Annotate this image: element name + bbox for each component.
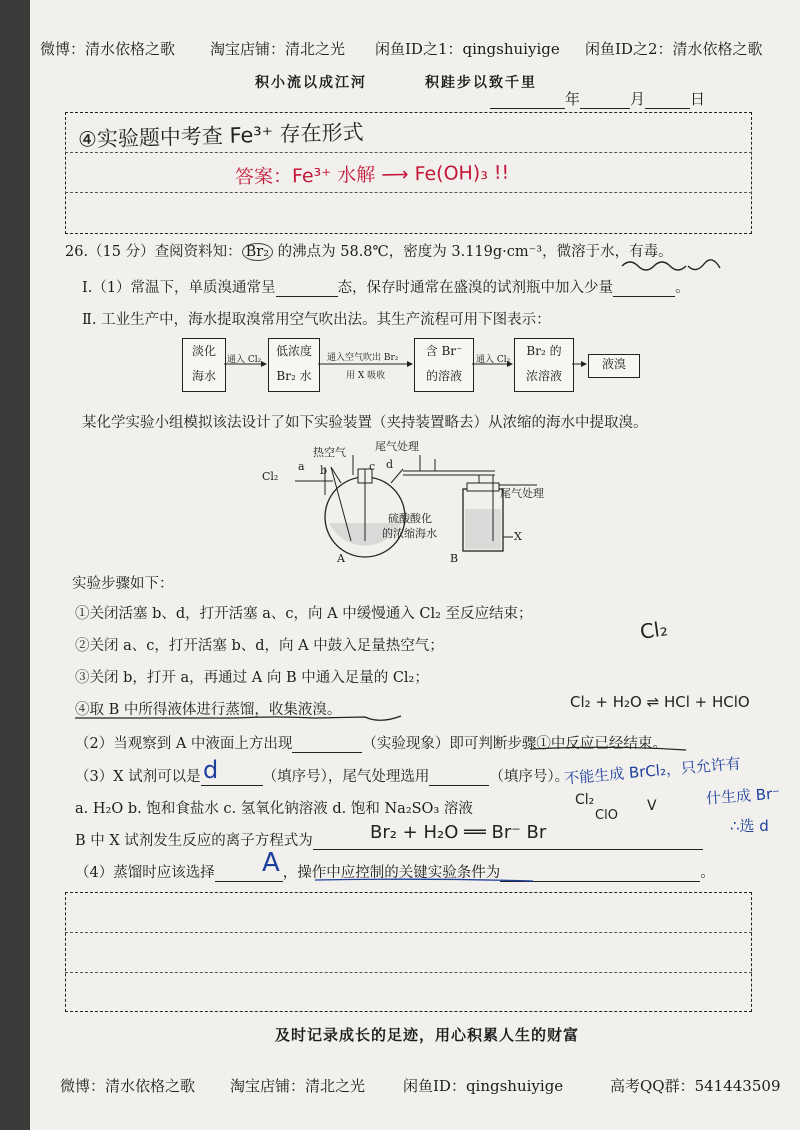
hw-small-clo: ClO <box>595 808 618 823</box>
label-b: b <box>320 464 328 477</box>
hw-small-v: V <box>647 798 657 814</box>
hw-side-note-2: 什生成 Br⁻ <box>705 784 781 808</box>
label-cl2: Cl₂ <box>262 470 279 483</box>
label-c: c <box>369 460 376 473</box>
blank-phenomenon[interactable] <box>292 738 362 753</box>
options: a. H₂O b. 饱和食盐水 c. 氢氧化钠溶液 d. 饱和 Na₂SO₃ 溶液 <box>75 801 473 817</box>
label-hot-air: 热空气 <box>313 446 346 459</box>
blank-tail-reagent[interactable] <box>429 771 489 786</box>
motto-left: 积小流以成江河 <box>255 75 367 91</box>
header-weibo: 微博：清水依格之歌 <box>40 40 176 58</box>
note-answer: 答案：Fe³⁺ 水解 ⟶ Fe(OH)₃ !! <box>234 161 510 189</box>
label-a: a <box>298 460 305 473</box>
q2-underline <box>530 744 690 754</box>
label-X: X <box>514 530 522 543</box>
flow-arrow-label-4: 通入 Cl₂ <box>476 355 511 365</box>
step4-underline <box>75 712 405 726</box>
footer-taobao: 淘宝店铺：清北之光 <box>230 1077 366 1095</box>
worksheet-page <box>30 0 800 1130</box>
header-xianyu-2: 闲鱼ID之2：清水依格之歌 <box>585 40 763 58</box>
flow-arrow-label-3: 用 X 吸收 <box>346 371 386 381</box>
label-tail-top: 尾气处理 <box>375 440 419 453</box>
wavy-underline <box>620 256 730 276</box>
step-2: ②关闭 a、c，打开活塞 b、d，向 A 中鼓入足量热空气； <box>75 638 444 654</box>
simulation-text: 某化学实验小组模拟该法设计了如下实验装置（夹持装置略去）从浓缩的海水中提取溴。 <box>82 415 648 431</box>
label-B: B <box>450 552 459 565</box>
hw-side-note-3: ∴选 d <box>730 817 769 835</box>
question-4: （4）蒸馏时应该选择 ，操作中应控制的关键实验条件为 。 <box>75 865 715 881</box>
motto-right: 积跬步以致千里 <box>425 75 537 91</box>
question-1: Ⅰ.（1）常温下，单质溴通常呈 态，保存时通常在盛溴的试剂瓶中加入少量 。 <box>82 280 690 296</box>
flow-box-2: 低浓度 Br₂ 水 <box>268 338 320 392</box>
step-4: ④取 B 中所得液体进行蒸馏，收集液溴。 <box>75 702 342 718</box>
date-month: 月 <box>630 90 646 108</box>
label-acid-1: 硫酸酸化 <box>388 512 432 525</box>
flow-arrow-label-1: 通入 Cl₂ <box>227 355 262 365</box>
steps-title: 实验步骤如下： <box>72 576 174 592</box>
question-3: （3）X 试剂可以是 （填序号），尾气处理选用 （填序号）。 <box>75 769 570 785</box>
hw-ion-equation: Br₂ + H₂O ══ Br⁻ Br <box>370 822 547 843</box>
question-2: （2）当观察到 A 中液面上方出现 （实验现象）即可判断步骤①中反应已经结束。 <box>75 736 667 752</box>
blank-state[interactable] <box>276 282 338 297</box>
hw-equation: Cl₂ + H₂O ⇌ HCl + HClO <box>570 693 750 711</box>
date-line <box>490 88 705 109</box>
question-2-intro: Ⅱ. 工业生产中，海水提取溴常用空气吹出法。其生产流程可用下图表示： <box>82 312 551 328</box>
date-day: 日 <box>690 90 706 108</box>
hw-side-note: 不能生成 BrCl₂，只允许有 <box>563 754 742 788</box>
footer-weibo: 微博：清水依格之歌 <box>60 1077 196 1095</box>
label-A: A <box>337 552 345 565</box>
step-3: ③关闭 b，打开 a，再通过 A 向 B 中通入足量的 Cl₂； <box>75 670 429 686</box>
note-box-bottom <box>65 892 752 1012</box>
flow-box-5: 液溴 <box>588 354 640 378</box>
footer-xianyu: 闲鱼ID：qingshuiyige <box>403 1077 564 1095</box>
bottom-motto: 及时记录成长的足迹，用心积累人生的财富 <box>275 1026 580 1044</box>
flow-box-1: 淡化 海水 <box>182 338 226 392</box>
q4-underline <box>315 876 535 884</box>
step-1: ①关闭活塞 b、d，打开活塞 a、c，向 A 中缓慢通入 Cl₂ 至反应结束； <box>75 606 533 622</box>
blank-reagent[interactable] <box>613 282 675 297</box>
br2-circled: Br₂ <box>242 243 273 261</box>
footer-qq: 高考QQ群：541443509 <box>610 1077 781 1095</box>
header-xianyu-1: 闲鱼ID之1：qingshuiyige <box>375 40 560 58</box>
label-tail-right: 尾气处理 <box>500 487 544 500</box>
flow-arrows <box>220 340 600 380</box>
note-title: ④实验题中考查 Fe³⁺ 存在形式 <box>77 120 364 152</box>
flow-box-3: 含 Br⁻ 的溶液 <box>414 338 474 392</box>
hw-bottom-mark: A <box>262 848 280 878</box>
hw-cl2-mark: Cl₂ <box>638 616 670 644</box>
question-3-ion: B 中 X 试剂发生反应的离子方程式为 <box>75 829 703 850</box>
question-intro: 26.（15 分）查阅资料知： Br₂ 的沸点为 58.8℃，密度为 3.119g·cm⁻³，微溶于水，有毒。 <box>65 244 673 260</box>
header-taobao: 淘宝店铺：清北之光 <box>210 40 346 58</box>
hw-small-cl2: Cl₂ <box>575 792 595 808</box>
label-d: d <box>386 458 394 471</box>
flow-arrow-label-2: 通入空气吹出 Br₂ <box>327 353 399 363</box>
label-acid-2: 的浓缩海水 <box>382 527 437 540</box>
hw-answer-d: d <box>203 756 219 784</box>
date-year: 年 <box>565 90 581 108</box>
flow-box-4: Br₂ 的 浓溶液 <box>514 338 574 392</box>
